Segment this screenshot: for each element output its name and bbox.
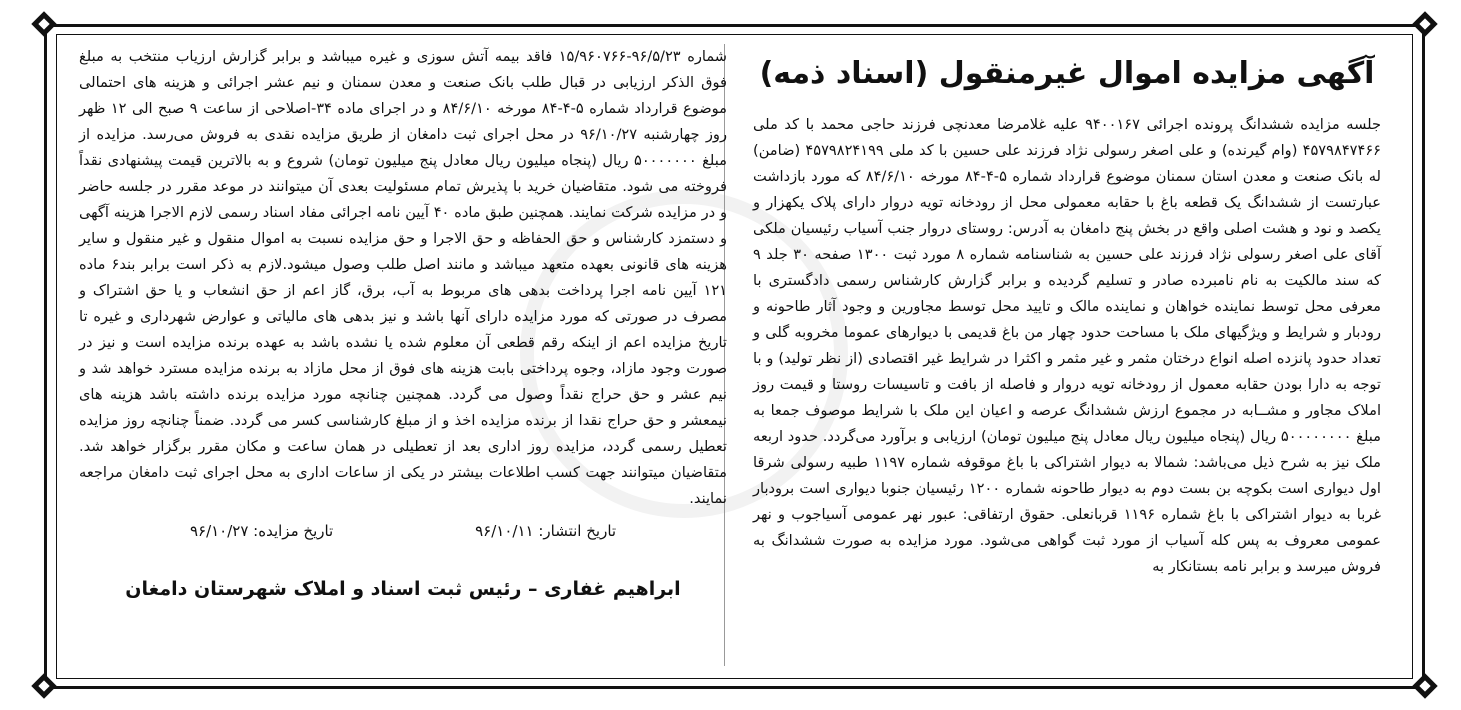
signature: ابراهیم غفاری – رئیس ثبت اسناد و املاک شهرستان دامغان xyxy=(125,578,681,600)
left-column xyxy=(79,44,727,600)
right-column xyxy=(753,44,1381,580)
right-column-text: جلسه مزایده ششدانگ پرونده اجرائی ۹۴۰۰۱۶۷ علیه غلامرضا معدنچی فرزند حاجی محمد با کد ملی ۴۵۷۹۸۴۷۴۶۶ (وام گیرنده) و علی اصغر رسولی نژاد فرزند علی حسین با کد ملی ۴۵۷۹۸۲۴۱۹۹ (ضامن) له بانک صنعت و معدن استان سمنان موضوع قرارداد شماره ۵-۴-۸۴ مورخه ۸۴/۶/۱۰ که مورد بازداشت عبارتست از ششدانگ یک قطعه باغ با حقابه معمولی محل از رودخانه تویه دروار دارای پلاک یکهزار و یکصد و نود و هشت اصلی واقع در بخش پنج دامغان به آدرس: روستای دروار جنب آسیاب رئیسیان ملکی آقای علی اصغر رسولی نژاد فرزند علی حسین به شناسنامه شماره ۸ مورد ثبت ۱۳۰۰ صفحه ۳۰ جلد ۹ که سند مالکیت به نام نامبرده صادر و تسلیم گردیده و برابر گزارش کارشناس رسمی دادگستری با معرفی محل توسط نماینده خواهان و نماینده مالک و تایید محل توسط مجاورین و وجود آثار طاحونه و رودبار و شرایط و ویژگیهای ملک با مساحت حدود چهار من باغ قدیمی با دیوارهای عموما مخروبه گلی و تعداد حدود پانزده اصله انواع درختان مثمر و غیر مثمر و اکثرا در شرایط غیر اقتصادی (از نظر تولید) و با توجه به دارا بودن حقابه معمول از رودخانه تویه دروار و فاصله از بافت و تاسیسات روستا و قیمت روز املاک مجاور و مشــابه در مجموع ارزش ششدانگ عرصه و اعیان این ملک با شرایط موصوف جمعا به مبلغ ۵۰۰۰۰۰۰۰۰ ریال (پنجاه میلیون ریال معادل پنج میلیون تومان) ارزیابی و برآورد می‌گردد. حدود اربعه ملک نیز به شرح ذیل می‌باشد: شمالا به دیوار اشتراکی با باغ موقوفه شماره ۱۱۹۷ طبیه رسولی شرقا اول دیواری است بکوچه بن بست دوم به دیوار طاحونه شماره ۱۲۰۰ رئیسیان جنوبا دیواری است برودبار غربا به دیوار اشتراکی با باغ شماره ۱۱۹۶ قربانعلی. حقوق ارتفاقی: عبور نهر عمومی آسیاجوب و نهر عمومی معروف به پس کله آسیاب از مورد ثبت گواهی می‌شود. مورد مزایده به صورت ششدانگ به فروش میرسد و برابر نامه بستانکار به xyxy=(753,116,1382,575)
dates-row xyxy=(79,518,727,544)
publish-date: تاریخ انتشار: ۹۶/۱۰/۱۱ xyxy=(475,522,617,540)
notice-title: آگهی مزایده اموال غیرمنقول (اسناد ذمه) xyxy=(759,56,1375,91)
left-column-text: شماره ۹۶/۵/۲۳-۱۵/۹۶۰۷۶۶ فاقد بیمه آتش سوزی و غیره میباشد و برابر گزارش ارزیاب منتخب به مبلغ فوق الذکر ارزیابی در قبال طلب بانک صنعت و معدن سمنان و نیم عشر اجرائی و هزینه های احتمالی موضوع قرارداد شماره ۵-۴-۸۴ مورخه ۸۴/۶/۱۰ و در اجرای ماده ۳۴-اصلاحی از ساعت ۹ صبح الی ۱۲ ظهر روز چهارشنبه ۹۶/۱۰/۲۷ در محل اجرای ثبت دامغان از طریق مزایده نقدی به فروش می‌رسد. مزایده از مبلغ ۵۰۰۰۰۰۰۰ ریال (پنجاه میلیون ریال معادل پنج میلیون تومان) شروع و به بالاترین قیمت پیشنهادی نقداً فروخته می شود. متقاضیان خرید با پذیرش تمام مسئولیت بعدی آن میتوانند در موعد مقرر در جلسه حاضر و در مزایده شرکت نمایند. همچنین طبق ماده ۴۰ آیین نامه اجرائی مفاد اسناد رسمی لازم الاجرا هزینه آگهی و دستمزد کارشناس و حق الحفاظه و حق الاجرا و حق مزایده نسبت به اموال منقول و غیر منقول و سایر هزینه های قانونی بعهده متعهد میباشد و مانند اصل طلب وصول میشود.لازم به ذکر است برابر بند۶ ماده ۱۲۱ آیین نامه اجرا پرداخت بدهی های مربوط به آب، برق، گاز اعم از حق انشعاب و یا حق اشتراک و مصرف در صورتی که مورد مزایده دارای آنها باشد و نیز بدهی های مالیاتی و عوارض شهرداری و غیره تا تاریخ مزایده اعم از اینکه رقم قطعی آن معلوم شده یا نشده باشد به عهده برنده مزایده است و نیز در صورت وجود مازاد، وجوه پرداختی بابت هزینه های فوق از محل مازاد به برنده مزایده مسترد خواهد شد و نیم عشر و حق حراج نقداً وصول می گردد. همچنین چنانچه مورد مزایده برنده داشته باشد هزینه های نیمعشر و حق حراج نقدا از برنده مزایده اخذ و از مبلغ کارشناسی کسر می گردد. ضمناً چنانچه روز مزایده تعطیل رسمی گردد، مزایده روز اداری بعد از تعطیلی در همان ساعت و مکان مقرر برگزار خواهد شد. متقاضیان میتوانند جهت کسب اطلاعات بیشتر در یکی از ساعات اداری به محل اجرای ثبت دامغان مراجعه نمایند. xyxy=(79,48,727,507)
auction-date: تاریخ مزایده: ۹۶/۱۰/۲۷ xyxy=(189,522,334,540)
